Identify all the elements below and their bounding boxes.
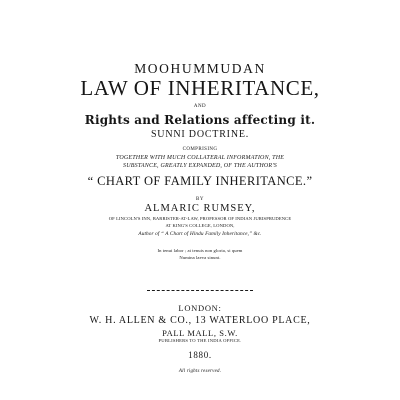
title-line-1: MOOHUMMUDAN bbox=[134, 61, 266, 76]
title-line-2: LAW OF INHERITANCE, bbox=[80, 76, 320, 100]
publisher-role: PUBLISHERS TO THE INDIA OFFICE. bbox=[158, 338, 242, 343]
author-description-2: AT KING'S COLLEGE, LONDON, bbox=[165, 223, 235, 228]
publisher-street: PALL MALL, S.W. bbox=[162, 328, 238, 338]
author-description-1: OF LINCOLN'S INN, BARRISTER-AT-LAW, PROFESSOR OF INDIAN JURISPRUDENCE bbox=[108, 216, 292, 221]
subtitle-line-3: “ CHART OF FAMILY INHERITANCE.” bbox=[87, 174, 313, 188]
comprising-label: COMPRISING bbox=[182, 147, 218, 152]
motto-line-2: Numina laeva sinunt. bbox=[179, 255, 221, 260]
subtitle-line-1: TOGETHER WITH MUCH COLLATERAL INFORMATION, THE bbox=[115, 155, 285, 161]
author-name: ALMARIC RUMSEY, bbox=[144, 203, 256, 214]
rights-notice: All rights reserved. bbox=[178, 369, 222, 374]
publisher-city: LONDON: bbox=[178, 303, 222, 313]
and-connector: AND bbox=[193, 104, 207, 109]
publication-year: 1880. bbox=[188, 350, 212, 360]
divider-rule bbox=[147, 290, 253, 291]
by-label: BY bbox=[196, 197, 204, 202]
title-line-3: Rights and Relations affecting it. bbox=[84, 113, 316, 127]
publisher-name: W. H. ALLEN & CO., 13 WATERLOO PLACE, bbox=[89, 315, 311, 326]
author-description-3: Author of “ A Chart of Hindu Family Inheritance,” &c. bbox=[138, 231, 262, 237]
subtitle-line-2: SUBSTANCE, GREATLY EXPANDED, OF THE AUTHOR'S bbox=[123, 163, 277, 169]
title-line-4: SUNNI DOCTRINE. bbox=[150, 129, 250, 140]
motto-line-1: In tenui labor ; at tenuis non gloria, si quem bbox=[157, 248, 243, 253]
